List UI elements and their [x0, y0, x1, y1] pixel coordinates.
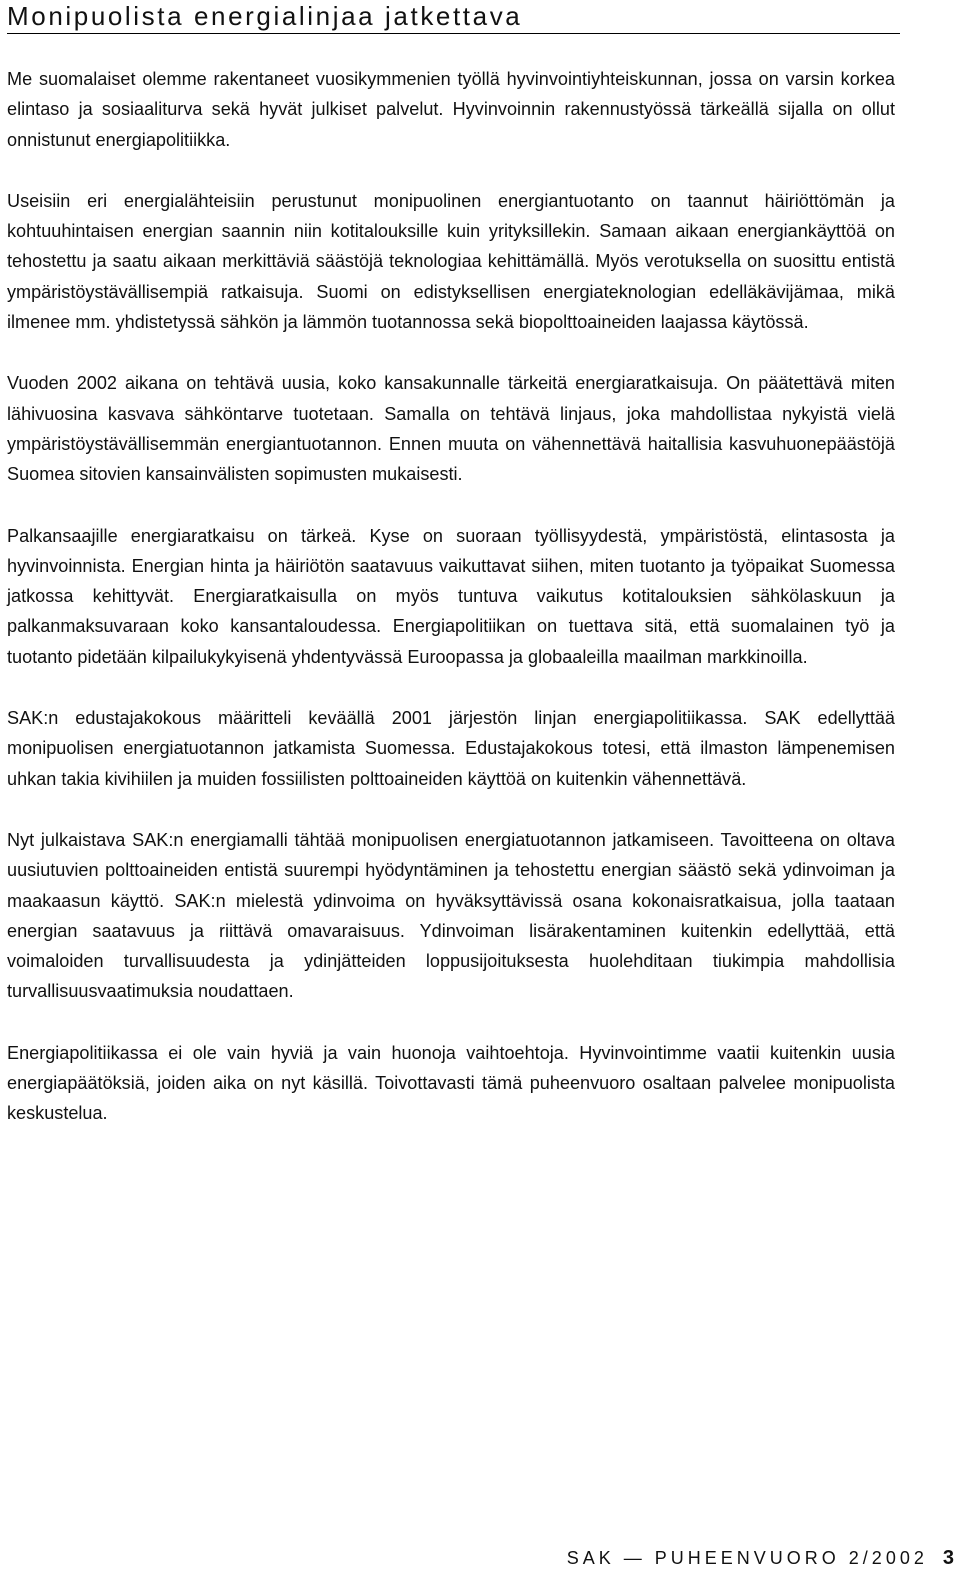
- page-title: Monipuolista energialinjaa jatkettava: [7, 0, 900, 34]
- paragraph: Useisiin eri energialähteisiin perustunut monipuolinen energiantuotanto on taannut häiriöttömän ja kohtuuhintaisen energian saannin niin kotitalouksille kuin yrityksillekin. Samaan aikaan energiankäyttöä on tehostettu ja saatu aikaan merkittäviä säästöjä teknologiaa kehittämällä. Myös verotuksella on suosittu entistä ympäristöystävällisempiä ratkaisuja. Suomi on edistyksellisen energiateknologian edelläkävijämaa, mikä ilmenee mm. yhdistetyssä sähkön ja lämmön tuotannossa sekä biopolttoaineiden laajassa käytössä.: [7, 190, 895, 333]
- publication-name: SAK — PUHEENVUORO 2/2002: [566, 1548, 928, 1568]
- paragraph: Energiapolitiikassa ei ole vain hyviä ja vain huonoja vaihtoehtoja. Hyvinvointimme vaatii kuitenkin uusia energiapäätöksiä, joiden aika on nyt käsillä. Toivottavasti tämä puheenvuoro osaltaan palvelee monipuolista keskustelua.: [7, 1042, 895, 1124]
- page-number: 3: [942, 1547, 954, 1569]
- paragraph: Vuoden 2002 aikana on tehtävä uusia, koko kansakunnalle tärkeitä energiaratkaisuja. On päätettävä miten lähivuosina kasvava sähköntarve tuotetaan. Samalla on tehtävä linjaus, joka mahdollistaa nykyistä vielä ympäristöystävällisemmän energiantuotannon. Ennen muuta on vähennettävä haitallisia kasvuhuonepäästöjä Suomea sitovien kansainvälisten sopimusten mukaisesti.: [7, 373, 895, 485]
- article-body: [7, 64, 895, 1160]
- page-footer: [567, 1546, 954, 1570]
- paragraph: SAK:n edustajakokous määritteli keväällä 2001 järjestön linjan energiapolitiikassa. SAK edellyttää monipuolisen energiatuotannon jatkamista Suomessa. Edustajakokous totesi, että ilmaston lämpenemisen uhkan takia kivihiilen ja muiden fossiilisten polttoaineiden käyttöä on kuitenkin vähennettävä.: [7, 708, 895, 789]
- paragraph: Me suomalaiset olemme rakentaneet vuosikymmenien työllä hyvinvointiyhteiskunnan, jossa on varsin korkea elintaso ja sosiaaliturva sekä hyvät julkiset palvelut. Hyvinvoinnin rakennustyössä tärkeällä sijalla on ollut onnistunut energiapolitiikka.: [7, 69, 895, 150]
- paragraph: Nyt julkaistava SAK:n energiamalli tähtää monipuolisen energiatuotannon jatkamiseen. Tavoitteena on oltava uusiutuvien polttoaineiden entistä suurempi hyödyntäminen ja tehostettu energian säästö sekä ydinvoiman ja maakaasun käyttö. SAK:n mielestä ydinvoima on hyväksyttävissä osana kokonaisratkaisua, jolla taataan energian saatavuus ja riittävä omavaraisuus. Ydinvoiman lisärakentaminen kuitenkin edellyttää, että voimaloiden turvallisuudesta ja ydinjätteiden loppusijoituksesta huolehditaan tiukimpia mahdollisia turvallisuusvaatimuksia noudattaen.: [7, 829, 895, 1002]
- paragraph: Palkansaajille energiaratkaisu on tärkeä. Kyse on suoraan työllisyydestä, ympäristöstä, elintasosta ja hyvinvoinnista. Energian hinta ja häiriötön saatavuus vaikuttavat siihen, miten tuotanto ja työpaikat Suomessa jatkossa kehittyvät. Energiaratkaisulla on myös tuntuva vaikutus kotitalouksien sähkölaskuun ja palkanmaksuvaraan koko kansantaloudessa. Energiapolitiikan on tuettava sitä, että suomalainen työ ja tuotanto pidetään kilpailukykyisenä yhdentyvässä Euroopassa ja globaaleilla maailman markkinoilla.: [7, 525, 895, 667]
